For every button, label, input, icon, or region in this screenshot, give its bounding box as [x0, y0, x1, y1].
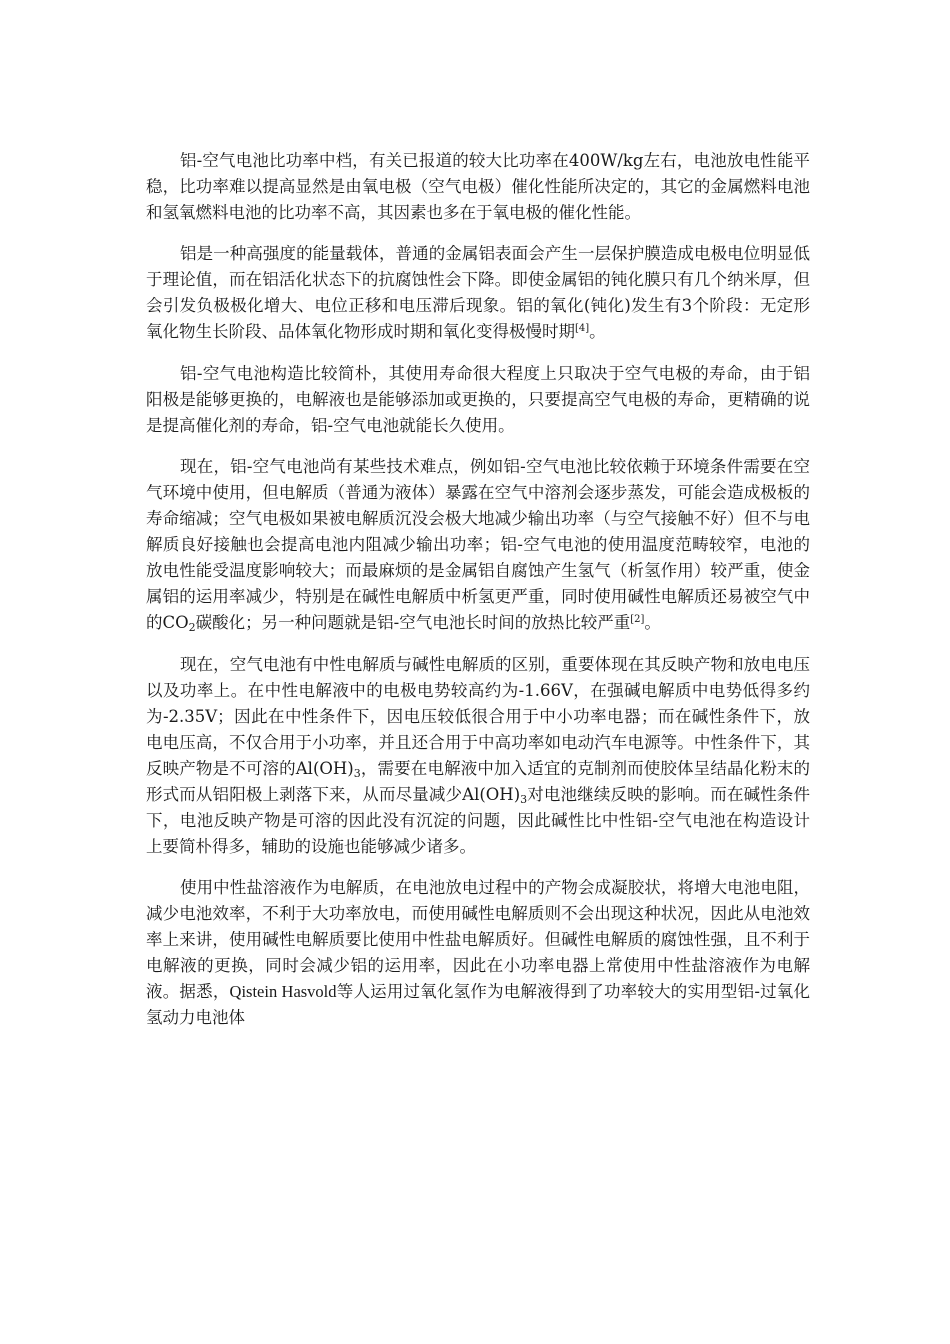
paragraph-1-text: 铝-空气电池比功率中档，有关已报道的较大比功率在400W/kg左右，电池放电性能平稳，比功率难以提高显然是由氧电极（空气电极）催化性能所决定的，其它的金属燃料电池和氢氧燃料电池的比功率不高，其因素也多在于氧电极的催化性能。	[146, 151, 810, 222]
paragraph-5-text-b: ，需要在电解液中加入适宜的克制剂而使胶体呈结晶化粉末的形式而从铝阳极上剥落下来，从而尽量减少Al(OH)	[146, 759, 811, 804]
paragraph-6	[146, 875, 810, 1031]
paragraph-6-text-a: 使用中性盐溶液作为电解质，在电池放电过程中的产物会成凝胶状，将增大电池电阻，减少电池效率，不利于大功率放电，而使用碱性电解质则不会出现这种状况，因此从电池效率上来讲，使用碱性电解质要比使用中性盐电解质好。但碱性电解质的腐蚀性强，且不利于电解液的更换，同时会减少铝的运用率，因此在小功率电器上常使用中性盐溶液作为电解液。据悉，	[146, 878, 810, 1001]
co2-subscript: 2	[188, 621, 196, 634]
paragraph-6-text-b: 等人运用过氧化氢作为电解液得到了功率较大的实用型铝-过氧化氢动力电池体	[146, 982, 811, 1027]
paragraph-2-end: 。	[589, 322, 606, 341]
paragraph-1	[146, 148, 810, 226]
paragraph-3	[146, 361, 810, 439]
paragraph-5-text-c: 对电池继续反映的影响。而在碱性条件下，电池反映产物是可溶的因此没有沉淀的问题，因此碱性比中性铝-空气电池在构造设计上要简朴得多，辅助的设施也能够减少诸多。	[146, 785, 811, 856]
aloh3-subscript-2: 3	[520, 793, 528, 806]
paragraph-4-tail: 碳酸化；另一种问题就是铝-空气电池长时间的放热比较严重	[195, 613, 631, 632]
citation-4: [4]	[575, 323, 590, 334]
citation-2: [2]	[630, 614, 645, 625]
paragraph-4-end: 。	[644, 613, 661, 632]
paragraph-4	[146, 454, 810, 636]
paragraph-2-text: 铝是一种高强度的能量载体，普通的金属铝表面会产生一层保护膜造成电极电位明显低于理论值，而在铝活化状态下的抗腐蚀性会下降。即使金属铝的钝化膜只有几个纳米厚，但会引发负极极化增大、电位正移和电压滞后现象。铝的氧化(钝化)发生有3个阶段：无定形氧化物生长阶段、品体氧化物形成时期和氧化变得极慢时期	[146, 244, 810, 341]
paragraph-2	[146, 241, 810, 345]
aloh3-subscript-1: 3	[353, 767, 361, 780]
paragraph-4-text: 现在，铝-空气电池尚有某些技术难点，例如铝-空气电池比较依赖于环境条件需要在空气环境中使用，但电解质（普通为液体）暴露在空气中溶剂会逐步蒸发，可能会造成极板的寿命缩减；空气电极如果被电解质沉没会极大地减少输出功率（与空气接触不好）但不与电解质良好接触也会提高电池内阻减少输出功率；铝-空气电池的使用温度范畴较窄，电池的放电性能受温度影响较大；而最麻烦的是金属铝自腐蚀产生氢气（析氢作用）较严重，使金属铝的运用率减少，特别是在碱性电解质中析氢更严重，同时使用碱性电解质还易被空气中的CO	[146, 457, 810, 632]
paragraph-5-text-a: 现在，空气电池有中性电解质与碱性电解质的区别，重要体现在其反映产物和放电电压以及功率上。在中性电解液中的电极电势较高约为-1.66V，在强碱电解质中电势低得多约为-2.35V；因此在中性条件下，因电压较低很合用于中小功率电器；而在碱性条件下，放电电压高，不仅合用于小功率，并且还合用于中高功率如电动汽车电源等。中性条件下，其反映产物是不可溶的Al(OH)	[146, 655, 810, 778]
document-page	[146, 148, 810, 1031]
paragraph-5	[146, 652, 810, 860]
paragraph-3-text: 铝-空气电池构造比较简朴，其使用寿命很大程度上只取决于空气电极的寿命，由于铝阳极是能够更换的，电解液也是能够添加或更换的，只要提高空气电极的寿命，更精确的说是提高催化剂的寿命，铝-空气电池就能长久使用。	[146, 364, 810, 435]
author-name: Qistein Hasvold	[229, 982, 337, 1001]
